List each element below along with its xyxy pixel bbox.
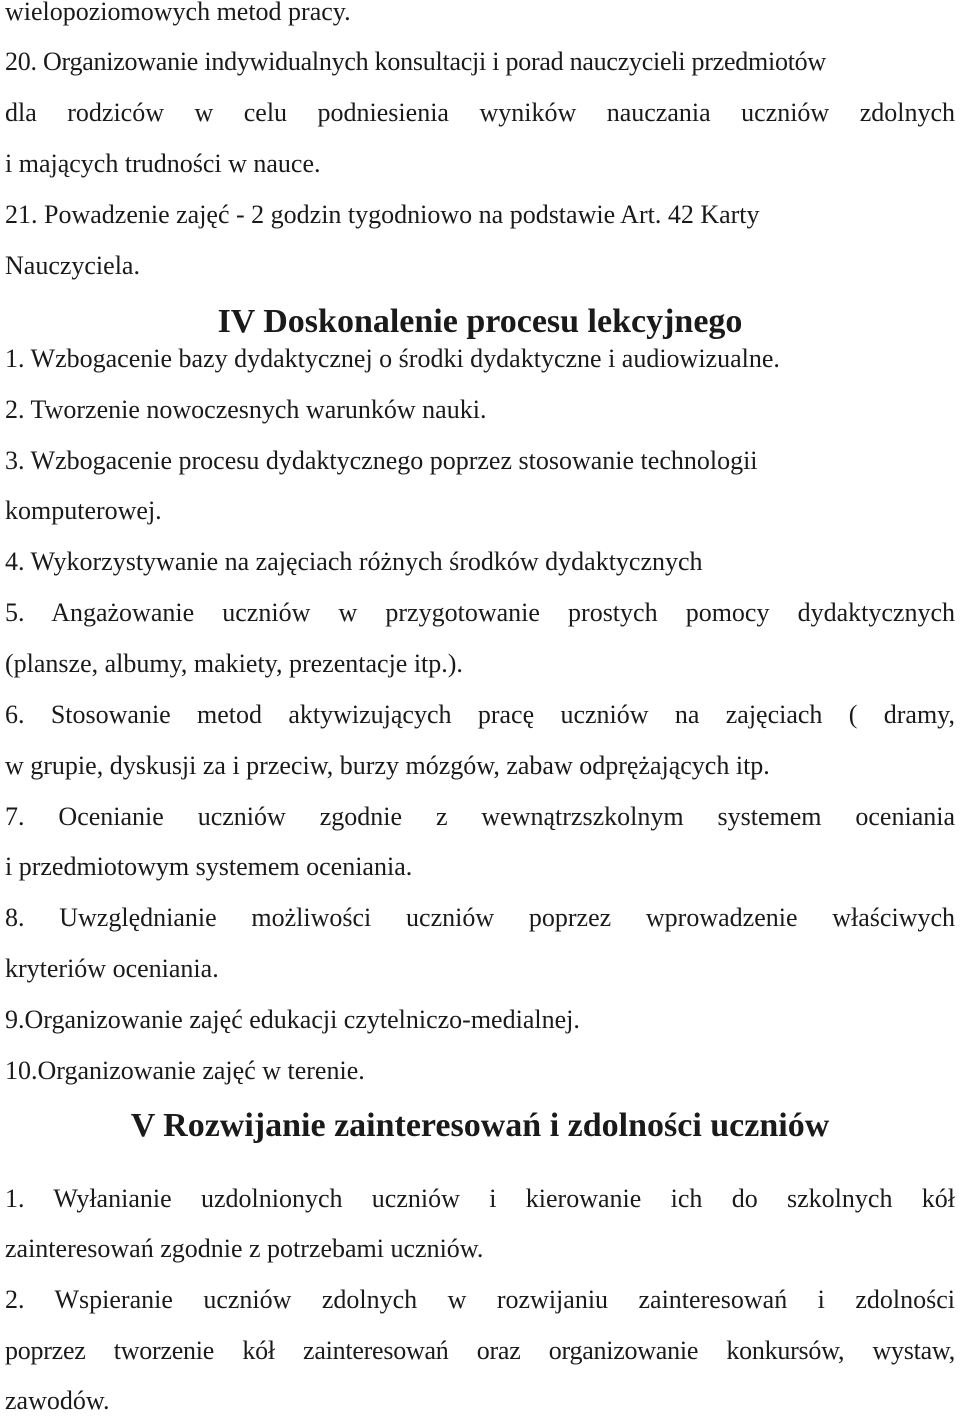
list-item-line: poprzez tworzenie kół zainteresowań oraz organizowanie konkursów, wystaw, (5, 1336, 955, 1365)
text-line: 21. Powadzenie zajęć - 2 godzin tygodniowo na podstawie Art. 42 Karty (5, 200, 760, 229)
text-line: wielopoziomowych metod pracy. (5, 0, 351, 26)
list-item-line: 4. Wykorzystywanie na zajęciach różnych środków dydaktycznych (5, 547, 703, 576)
list-item-line: w grupie, dyskusji za i przeciw, burzy mózgów, zabaw odprężających itp. (5, 751, 770, 780)
list-item-line: 2. Tworzenie nowoczesnych warunków nauki. (5, 395, 487, 424)
list-item-line: kryteriów oceniania. (5, 954, 219, 983)
list-item-line: 8. Uwzględnianie możliwości uczniów poprzez wprowadzenie właściwych (5, 903, 955, 932)
list-item-line: 6. Stosowanie metod aktywizujących pracę uczniów na zajęciach ( dramy, (5, 700, 955, 729)
list-item-line: 3. Wzbogacenie procesu dydaktycznego poprzez stosowanie technologii (5, 446, 758, 475)
text-line: i mających trudności w nauce. (5, 149, 321, 178)
list-item-line: 2. Wspieranie uczniów zdolnych w rozwijaniu zainteresowań i zdolności (5, 1285, 955, 1314)
text-line: Nauczyciela. (5, 251, 140, 280)
list-item-line: 7. Ocenianie uczniów zgodnie z wewnątrzszkolnym systemem oceniania (5, 802, 955, 831)
list-item-line: 1. Wyłanianie uzdolnionych uczniów i kierowanie ich do szkolnych kół (5, 1184, 955, 1213)
list-item-line: 5. Angażowanie uczniów w przygotowanie prostych pomocy dydaktycznych (5, 598, 955, 627)
list-item-line: zainteresowań zgodnie z potrzebami uczniów. (5, 1234, 484, 1263)
list-item-line: 10.Organizowanie zajęć w terenie. (5, 1056, 365, 1085)
list-item-line: zawodów. (5, 1386, 110, 1415)
text-line: dla rodziców w celu podniesienia wyników nauczania uczniów zdolnych (5, 98, 955, 127)
text-line: 20. Organizowanie indywidualnych konsultacji i porad nauczycieli przedmiotów (5, 47, 826, 76)
list-item-line: 1. Wzbogacenie bazy dydaktycznej o środki dydaktyczne i audiowizualne. (5, 344, 780, 373)
list-item-line: i przedmiotowym systemem oceniania. (5, 852, 413, 881)
list-item-line: 9.Organizowanie zajęć edukacji czytelniczo-medialnej. (5, 1005, 580, 1034)
list-item-line: (plansze, albumy, makiety, prezentacje itp.). (5, 649, 463, 678)
list-item-line: komputerowej. (5, 496, 162, 525)
section-heading-iv: IV Doskonalenie procesu lekcyjnego (217, 303, 743, 340)
section-heading-v: V Rozwijanie zainteresowań i zdolności uczniów (130, 1107, 830, 1144)
